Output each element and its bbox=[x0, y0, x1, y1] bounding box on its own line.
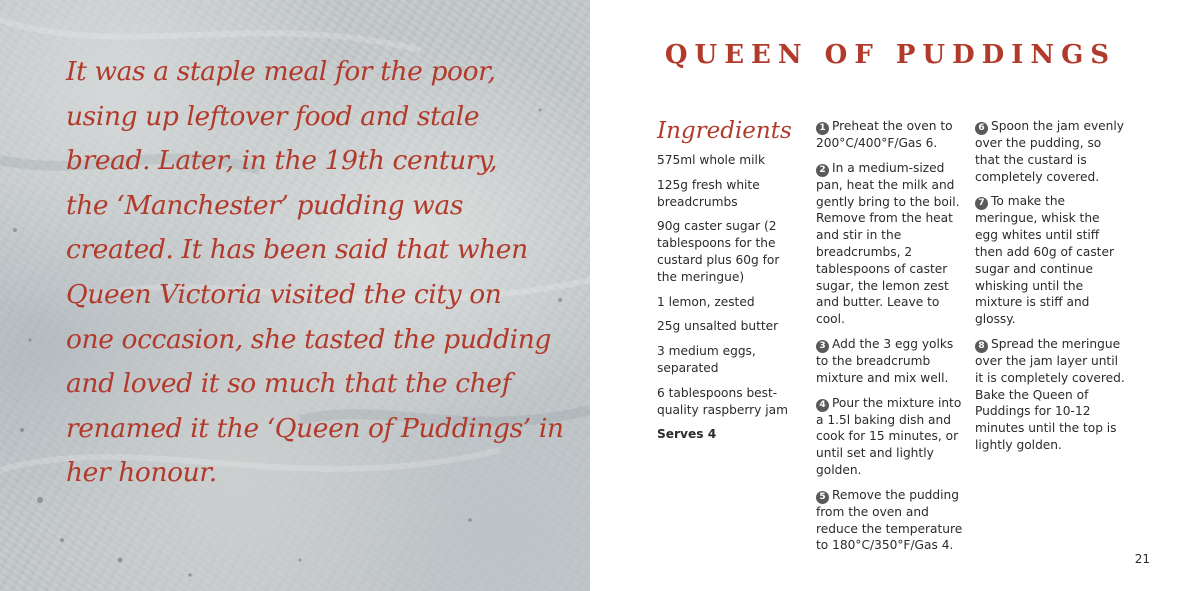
step-number-badge: 7 bbox=[975, 197, 988, 210]
serves-label: Serves 4 bbox=[657, 427, 717, 442]
ingredients-heading: Ingredients bbox=[657, 118, 792, 144]
quote-line: renamed it the ‘Queen of Puddings’ in bbox=[66, 412, 564, 444]
method-step bbox=[975, 336, 1125, 454]
texture-speck bbox=[60, 538, 64, 542]
quote-line: and loved it so much that the chef bbox=[66, 368, 511, 400]
quote-line: created. It has been said that when bbox=[66, 234, 528, 266]
textured-plaster-panel bbox=[0, 0, 590, 591]
step-text: Spread the meringue over the jam layer until it is completely covered. Bake the Queen of Puddings for 10-12 minutes until the top is lightly golden. bbox=[975, 336, 1125, 452]
step-number-badge: 2 bbox=[816, 164, 829, 177]
texture-speck bbox=[298, 558, 301, 561]
quote-line: one occasion, she tasted the pudding bbox=[66, 323, 551, 355]
ingredient-item: 6 tablespoons best-quality raspberry jam bbox=[657, 385, 788, 417]
history-quote bbox=[66, 50, 564, 496]
texture-speck bbox=[539, 109, 542, 112]
step-text: Pour the mixture into a 1.5l baking dish and cook for 15 minutes, or until set and lightly golden. bbox=[816, 395, 962, 477]
texture-speck bbox=[37, 497, 43, 503]
texture-speck bbox=[20, 428, 24, 432]
ingredients-column bbox=[657, 118, 802, 443]
method-step bbox=[816, 487, 964, 554]
ingredient-item: 1 lemon, zested bbox=[657, 294, 755, 309]
ingredient-item: 25g unsalted butter bbox=[657, 319, 779, 334]
texture-speck bbox=[29, 339, 32, 342]
texture-speck bbox=[558, 298, 562, 302]
step-number-badge: 3 bbox=[816, 340, 829, 353]
step-text: To make the meringue, whisk the egg whites until stiff then add 60g of caster sugar and continue whisking until the mixture is stiff and glossy. bbox=[975, 194, 1114, 327]
ingredient-item: 125g fresh white breadcrumbs bbox=[657, 177, 760, 209]
step-text: In a medium-sized pan, heat the milk and gently bring to the boil. Remove from the heat and stir in the breadcrumbs, 2 tablespoons of caster sugar, the lemon zest and butter. Leave to cool. bbox=[816, 160, 960, 327]
step-number-badge: 4 bbox=[816, 399, 829, 412]
texture-speck bbox=[118, 558, 123, 563]
step-text: Preheat the oven to 200°C/400°F/Gas 6. bbox=[816, 119, 953, 150]
method-step bbox=[816, 336, 964, 387]
texture-speck bbox=[13, 228, 17, 232]
texture-speck bbox=[468, 518, 472, 522]
ingredient-item: 3 medium eggs, separated bbox=[657, 344, 756, 375]
quote-line: bread. Later, in the 19th century, bbox=[66, 145, 498, 177]
step-number-badge: 8 bbox=[975, 340, 988, 353]
ingredient-item: 90g caster sugar (2 tablespoons for the custard plus 60g for the meringue) bbox=[657, 219, 780, 284]
method-step bbox=[975, 193, 1125, 328]
step-number-badge: 6 bbox=[975, 122, 988, 135]
page-number: 21 bbox=[1134, 552, 1150, 566]
method-step bbox=[975, 118, 1125, 185]
step-number-badge: 1 bbox=[816, 122, 829, 135]
quote-line: It was a staple meal for the poor, bbox=[66, 56, 496, 87]
quote-line: the ‘Manchester’ pudding was bbox=[66, 189, 464, 221]
texture-streak bbox=[0, 20, 420, 50]
texture-speck bbox=[188, 573, 192, 577]
method-step bbox=[816, 395, 964, 479]
ingredient-item: 575ml whole milk bbox=[657, 153, 766, 167]
method-step bbox=[816, 160, 964, 328]
quote-line: her honour. bbox=[66, 457, 217, 489]
method-column-2 bbox=[975, 118, 1125, 462]
recipe-title: QUEEN OF PUDDINGS bbox=[664, 40, 1117, 70]
method-step bbox=[816, 118, 964, 152]
quote-line: Queen Victoria visited the city on bbox=[66, 278, 502, 310]
step-text: Remove the pudding from the oven and reduce the temperature to 180°C/350°F/Gas 4. bbox=[816, 487, 963, 553]
step-text: Add the 3 egg yolks to the breadcrumb mixture and mix well. bbox=[816, 336, 954, 385]
method-column-1 bbox=[816, 118, 964, 562]
quote-line: using up leftover food and stale bbox=[66, 100, 480, 132]
step-number-badge: 5 bbox=[816, 491, 829, 504]
step-text: Spoon the jam evenly over the pudding, so that the custard is completely covered. bbox=[975, 119, 1124, 184]
